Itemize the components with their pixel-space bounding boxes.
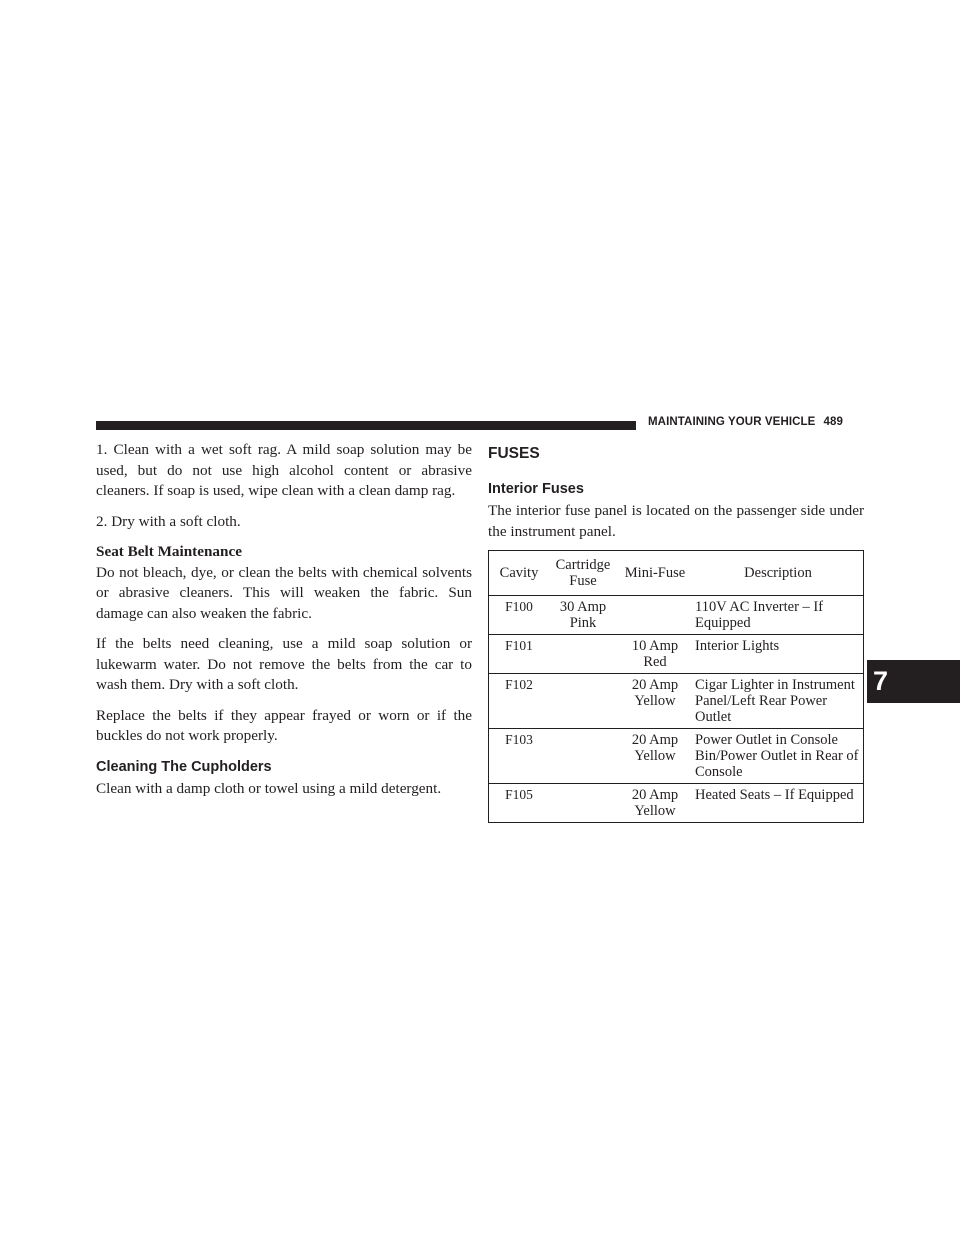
header-title: MAINTAINING YOUR VEHICLE: [648, 416, 816, 428]
description-cell: Cigar Lighter in Instrument Panel/Left Rear Power Outlet: [693, 674, 864, 729]
left-column: [96, 440, 472, 810]
seat-belt-paragraph: If the belts need cleaning, use a mild soap solution or lukewarm water. Do not remove the belts from the car to wash them. Dry with a soft cloth.: [96, 635, 472, 693]
cartridge-cell: [549, 635, 617, 674]
seat-belt-paragraph: Do not bleach, dye, or clean the belts with chemical solvents or abrasive cleaners. This will weaken the fabric. Sun damage can also weaken the fabric.: [96, 563, 472, 622]
description-cell: Power Outlet in Console Bin/Power Outlet in Rear of Console: [693, 729, 864, 784]
seat-belt-paragraph: Replace the belts if they appear frayed or worn or if the buckles do not work properly.: [96, 706, 472, 744]
column-header: Description: [693, 551, 864, 596]
section-heading: FUSES: [488, 445, 540, 462]
table-row: [489, 635, 864, 674]
description-cell: 110V AC Inverter – If Equipped: [693, 596, 864, 635]
table-row: [489, 596, 864, 635]
mini-fuse-cell: 20 Amp Yellow: [617, 674, 693, 729]
seat-belt-heading: Seat Belt Maintenance: [96, 543, 242, 560]
mini-fuse-cell: 20 Amp Yellow: [617, 729, 693, 784]
cartridge-cell: 30 Amp Pink: [549, 596, 617, 635]
cupholders-paragraph: Clean with a damp cloth or towel using a mild detergent.: [96, 780, 442, 797]
cavity-cell: F100: [489, 596, 550, 635]
intro-paragraph: The interior fuse panel is located on the passenger side under the instrument panel.: [488, 502, 864, 540]
cavity-cell: F101: [489, 635, 550, 674]
cartridge-cell: [549, 729, 617, 784]
mini-fuse-cell: [617, 596, 693, 635]
running-header: [648, 416, 843, 428]
cavity-cell: F102: [489, 674, 550, 729]
table-header-row: [489, 551, 864, 596]
chapter-tab: 7: [867, 660, 960, 703]
cavity-cell: F103: [489, 729, 550, 784]
page-number: 489: [823, 416, 843, 428]
mini-fuse-cell: 10 Amp Red: [617, 635, 693, 674]
sub-heading: Interior Fuses: [488, 480, 584, 497]
cartridge-cell: [549, 674, 617, 729]
table-row: [489, 784, 864, 823]
description-cell: Interior Lights: [693, 635, 864, 674]
description-cell: Heated Seats – If Equipped: [693, 784, 864, 823]
cavity-cell: F105: [489, 784, 550, 823]
column-header: Mini-Fuse: [617, 551, 693, 596]
mini-fuse-cell: 20 Amp Yellow: [617, 784, 693, 823]
cupholders-heading: Cleaning The Cupholders: [96, 758, 272, 775]
fuse-table: [488, 550, 864, 823]
header-rule: [96, 421, 636, 430]
step-1: 1. Clean with a wet soft rag. A mild soap solution may be used, but do not use high alcohol content or abrasive cleaners. If soap is used, wipe clean with a clean damp rag.: [96, 441, 472, 499]
step-2: 2. Dry with a soft cloth.: [96, 512, 241, 530]
table-row: [489, 674, 864, 729]
column-header: Cavity: [489, 551, 550, 596]
table-row: [489, 729, 864, 784]
column-header: Cartridge Fuse: [549, 551, 617, 596]
cartridge-cell: [549, 784, 617, 823]
right-column: [488, 440, 864, 823]
